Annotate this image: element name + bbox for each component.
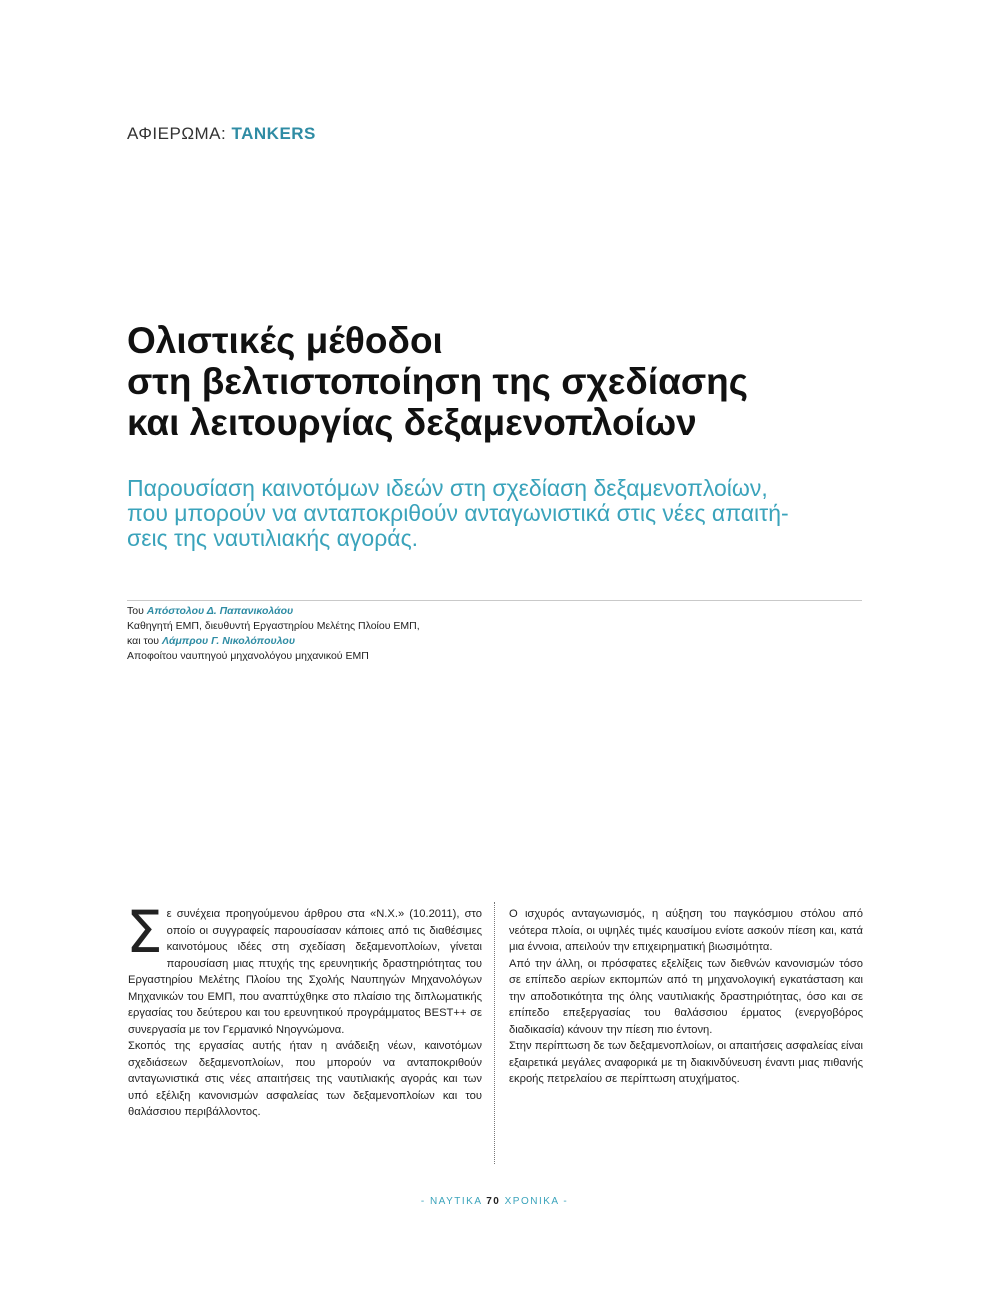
byline bbox=[127, 604, 627, 664]
body-paragraph: Στην περίπτωση δε των δεξαμενοπλοίων, οι απαιτήσεις ασφαλείας είναι εξαιρετικά μεγάλες αναφορικά με τη διακινδύνευση έναντι μιας πιθανής εκροής πετρελαίου σε περίπτωση ατυχήματος. bbox=[509, 1040, 863, 1085]
separator-rule bbox=[127, 600, 862, 601]
article-subtitle bbox=[127, 476, 867, 551]
byline-prefix: Του bbox=[127, 605, 144, 617]
article-title bbox=[127, 320, 887, 443]
drop-cap: Σ bbox=[126, 898, 163, 966]
column-divider bbox=[494, 902, 495, 1164]
paragraph-text: ε συνέχεια προηγούμενου άρθρου στα «Ν.Χ.» (10.2011), στο οποίο οι συγγραφείς παρουσίασαν κάποιες από τις διαθέσιμες καινοτόμους ιδέες στη σχεδίαση δεξαμενοπλοίων, γίνεται παρουσίαση μιας πτυχής της ερευνητικής δραστηριότητας του Εργαστηρίου Μελέτης Πλοίου της Σχολής Ναυπηγών Μηχανολόγων Μηχανικών του ΕΜΠ, που αναπτύχθηκε στο πλαίσιο της διπλωματικής εργασίας του δεύτερου και του ερευνητικού προγράμματος BEST++ σε συνεργασία με τον Γερμανικό Νηογνώμονα. bbox=[128, 908, 482, 1036]
body-column-right bbox=[509, 906, 863, 1088]
subtitle-line: σεις της ναυτιλιακής αγοράς. bbox=[127, 525, 419, 551]
section-label bbox=[127, 124, 316, 144]
byline-line-3 bbox=[127, 634, 627, 649]
byline-line-1 bbox=[127, 604, 627, 619]
body-column-left bbox=[126, 898, 482, 1121]
title-line: και λειτουργίας δεξαμενοπλοίων bbox=[127, 402, 697, 443]
body-paragraph bbox=[126, 898, 482, 1038]
footer-right: ΧΡΟΝΙΚΑ - bbox=[504, 1196, 569, 1207]
author-name: Λάμπρου Γ. Νικολόπουλου bbox=[161, 635, 296, 647]
subtitle-line: που μπορούν να ανταποκριθούν ανταγωνιστικά στις νέες απαιτή- bbox=[127, 500, 789, 526]
author-role: Καθηγητή ΕΜΠ, διευθυντή Εργαστηρίου Μελέτης Πλοίου ΕΜΠ, bbox=[127, 620, 420, 632]
title-line: Ολιστικές μέθοδοι bbox=[127, 320, 443, 361]
title-line: στη βελτιστοποίηση της σχεδίασης bbox=[127, 361, 748, 402]
body-paragraph: Από την άλλη, οι πρόσφατες εξελίξεις των διεθνών κανονισμών τόσο σε επίπεδο αερίων εκπομπών από τη μηχανολογική εγκατάσταση και την αποδοτικότητα της όλης ναυτιλιακής δραστηριότητας, όσο και σε επίπεδο επεξεργασίας του θαλάσσιου έρματος (ενεργοβόρος διαδικασία) κάνουν την πίεση πιο έντονη. bbox=[509, 957, 863, 1036]
page-footer bbox=[0, 1196, 989, 1207]
author-role: Αποφοίτου ναυπηγού μηχανολόγου μηχανικού ΕΜΠ bbox=[127, 650, 369, 662]
section-topic: TANKERS bbox=[231, 124, 316, 143]
author-name: Απόστολου Δ. Παπανικολάου bbox=[146, 605, 294, 617]
body-paragraph: Σκοπός της εργασίας αυτής ήταν η ανάδειξη νέων, καινοτόμων σχεδιάσεων δεξαμενοπλοίων, που μπορούν να ανταποκριθούν ανταγωνιστικά στις νέες απαιτήσεις της ναυτιλιακής αγοράς και των υπό εξέλιξη κανονισμών ασφαλείας των δεξαμενοπλοίων και του θαλάσσιου περιβάλλοντος. bbox=[128, 1040, 482, 1118]
byline-prefix: και του bbox=[127, 635, 160, 647]
section-prefix: ΑΦΙΕΡΩΜΑ: bbox=[127, 124, 227, 143]
page-number: 70 bbox=[486, 1196, 501, 1207]
footer-left: - ΝΑΥΤΙΚΑ bbox=[420, 1196, 482, 1207]
subtitle-line: Παρουσίαση καινοτόμων ιδεών στη σχεδίαση δεξαμενοπλοίων, bbox=[127, 475, 768, 501]
body-paragraph: Ο ισχυρός ανταγωνισμός, η αύξηση του παγκόσμιου στόλου από νεότερα πλοία, οι υψηλές τιμές καυσίμου ενίοτε ασκούν πίεση και, κατά μια έννοια, απειλούν την επιχειρηματική βιωσιμότητα. bbox=[509, 908, 863, 953]
